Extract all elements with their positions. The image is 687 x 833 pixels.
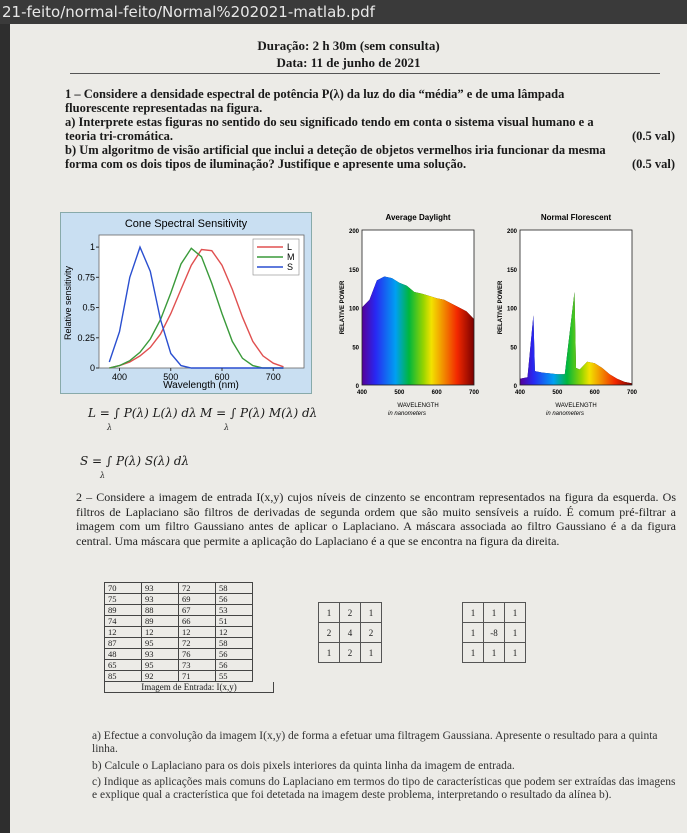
fluorescent-ytick-label: 0 xyxy=(513,384,517,390)
fluorescent-spectrum xyxy=(486,208,646,433)
image-pixel-row xyxy=(105,638,253,649)
formula-L: L = ∫ P(λ) L(λ) dλ xyxy=(88,406,197,420)
cone-ytick-label: 0.5 xyxy=(82,302,95,313)
daylight-xlabel: WAVELENGTH xyxy=(397,403,439,409)
q1a-line2: teoria tri-cromática. xyxy=(65,129,174,143)
header-rule xyxy=(70,73,660,74)
laplacian-mask xyxy=(462,602,526,663)
image-pixel-cell: 89 xyxy=(105,605,142,616)
cone-legend-label-L: L xyxy=(287,242,293,252)
laplace-coef-cell: 1 xyxy=(505,623,526,643)
image-pixel-cell: 71 xyxy=(179,671,216,682)
gauss-coef-cell: 1 xyxy=(319,603,340,623)
image-pixel-cell: 12 xyxy=(142,627,179,638)
fluorescent-xtick-label: 600 xyxy=(589,390,600,396)
image-pixel-cell: 93 xyxy=(142,583,179,594)
image-pixel-cell: 66 xyxy=(179,616,216,627)
image-pixel-cell: 67 xyxy=(179,605,216,616)
input-image-table xyxy=(104,582,274,693)
cone-legend-label-S: S xyxy=(287,262,294,272)
fluorescent-ylabel: RELATIVE POWER xyxy=(498,280,504,335)
fluorescent-ytick-label: 50 xyxy=(510,345,517,352)
laplace-coef-cell: -8 xyxy=(484,623,505,643)
cone-ytick-label: 0 xyxy=(89,363,95,373)
input-image-caption: Imagem de Entrada: I(x,y) xyxy=(104,682,274,693)
image-pixel-cell: 53 xyxy=(216,605,253,616)
image-pixel-cell: 93 xyxy=(142,594,179,605)
gauss-coef-cell: 4 xyxy=(340,623,361,643)
laplace-coef-row xyxy=(463,623,526,643)
fluorescent-xlabel: WAVELENGTH xyxy=(555,403,597,409)
laplace-coef-cell: 1 xyxy=(463,623,484,643)
image-pixel-cell: 74 xyxy=(105,616,142,627)
image-pixel-cell: 76 xyxy=(179,649,216,660)
exam-date: Data: 11 de junho de 2021 xyxy=(276,55,421,70)
daylight-xtick-label: 400 xyxy=(356,390,368,396)
fluorescent-xtick-label: 500 xyxy=(552,390,563,396)
cone-xtick-label: 400 xyxy=(111,372,128,382)
window-title: 21-feito/normal-feito/Normal%202021-matlab.pdf xyxy=(0,0,687,24)
gauss-coef-cell: 1 xyxy=(319,643,340,663)
gauss-coef-cell: 1 xyxy=(361,603,382,623)
image-pixel-row xyxy=(105,649,253,660)
laplace-coef-cell: 1 xyxy=(484,603,505,623)
gauss-coef-row xyxy=(319,623,382,643)
laplacian-mask-grid xyxy=(462,602,526,663)
cone-ytick-label: 0.25 xyxy=(77,332,95,343)
image-pixel-cell: 56 xyxy=(216,649,253,660)
image-pixel-cell: 51 xyxy=(216,616,253,627)
image-pixel-cell: 87 xyxy=(105,638,142,649)
fluorescent-title: Normal Florescent xyxy=(540,213,612,222)
subquestion-a: a) Efectue a convolução da imagem I(x,y) de forma a efetuar uma filtragem Gaussiana. Apresente o resultado para a quinta linha. xyxy=(92,730,658,755)
q1a-line1: a) Interprete estas figuras no sentido do seu significado tendo em conta o sistema visual humano e a xyxy=(65,115,594,129)
question-2: 2 – Considere a imagem de entrada I(x,y) cujos níveis de cinzento se encontram representados na figura da esquerda. Os filtros de Laplaciano são filtros de derivadas de segunda ordem que são muito sensíveis a ruído. É comum pré-filtrar a imagem com um filtro Gaussiano antes de aplicar o Laplaciano. A máscara associada ao filtro Gaussiano é a da figura central. Uma máscara que permite a aplicação do Laplaciano é a que se encontra na figura da direita. xyxy=(76,490,676,548)
image-pixel-row xyxy=(105,660,253,671)
image-pixel-cell: 93 xyxy=(142,649,179,660)
daylight-title: Average Daylight xyxy=(385,213,451,222)
laplace-coef-cell: 1 xyxy=(463,603,484,623)
image-pixel-cell: 12 xyxy=(216,627,253,638)
daylight-xtick-label: 700 xyxy=(468,390,480,396)
image-pixel-row xyxy=(105,594,253,605)
q1-statement-line1: 1 – Considere a densidade espectral de potência P(λ) da luz do dia “média” e de uma lâmpada xyxy=(65,87,565,101)
laplace-coef-row xyxy=(463,643,526,663)
pdf-page xyxy=(10,24,687,833)
formula-L-limit: λ xyxy=(107,423,113,432)
gauss-coef-cell: 2 xyxy=(340,643,361,663)
image-pixel-cell: 70 xyxy=(105,583,142,594)
gaussian-mask xyxy=(318,602,382,663)
image-pixel-row xyxy=(105,627,253,638)
image-pixel-row xyxy=(105,616,253,627)
image-pixel-cell: 89 xyxy=(142,616,179,627)
image-pixel-row xyxy=(105,605,253,616)
gauss-coef-cell: 2 xyxy=(319,623,340,643)
image-pixel-cell: 92 xyxy=(142,671,179,682)
q1b-value: (0.5 val) xyxy=(631,157,675,171)
image-pixel-cell: 75 xyxy=(105,594,142,605)
gauss-coef-cell: 2 xyxy=(361,623,382,643)
daylight-spectrum-svg xyxy=(328,208,488,433)
fluorescent-xtick-label: 700 xyxy=(626,390,638,396)
image-pixel-cell: 48 xyxy=(105,649,142,660)
cone-legend-label-M: M xyxy=(287,252,295,262)
daylight-xsub: in nanometers xyxy=(388,411,427,417)
gauss-coef-row xyxy=(319,603,382,623)
image-pixel-cell: 12 xyxy=(105,627,142,638)
cone-xtick-label: 500 xyxy=(163,372,179,382)
laplace-coef-cell: 1 xyxy=(463,643,484,663)
image-pixel-cell: 95 xyxy=(142,660,179,671)
cone-ytick-label: 1 xyxy=(89,242,95,253)
image-pixel-cell: 72 xyxy=(179,583,216,594)
q1b-line1: b) Um algoritmo de visão artificial que inclui a deteção de objetos vermelhos iria funcionar da mesma xyxy=(65,143,606,157)
fluorescent-ytick-label: 200 xyxy=(506,229,517,235)
image-pixel-cell: 58 xyxy=(216,583,253,594)
image-pixel-cell: 58 xyxy=(216,638,253,649)
cone-sensitivity-svg xyxy=(61,213,311,393)
image-pixel-row xyxy=(105,671,253,682)
q1a-value: (0.5 val) xyxy=(631,129,675,143)
fluorescent-spectrum-svg xyxy=(486,208,646,433)
image-pixel-cell: 85 xyxy=(105,671,142,682)
image-pixel-cell: 95 xyxy=(142,638,179,649)
image-pixel-cell: 55 xyxy=(216,671,253,682)
image-pixel-cell: 56 xyxy=(216,660,253,671)
laplace-coef-cell: 1 xyxy=(484,643,505,663)
subquestion-c: c) Indique as aplicações mais comuns do Laplaciano em termos do tipo de características que podem ser extraídas das imagens e explique qual a cracterística que foi detetada na imagem deste problema, interpretando o resultado da alínea b). xyxy=(92,776,676,801)
gauss-coef-row xyxy=(319,643,382,663)
subquestion-b: b) Calcule o Laplaciano para os dois pixels interiores da quinta linha da imagem de entrada. xyxy=(92,760,515,772)
fluorescent-ytick-label: 100 xyxy=(506,306,517,313)
daylight-ytick-label: 200 xyxy=(348,229,359,235)
formula-M-limit: λ xyxy=(224,423,230,432)
laplace-coef-row xyxy=(463,603,526,623)
input-image-grid xyxy=(104,582,253,682)
image-pixel-cell: 12 xyxy=(179,627,216,638)
q1-statement-line2: fluorescente representadas na figura. xyxy=(65,101,263,115)
cone-chart-title: Cone Spectral Sensitivity xyxy=(124,218,248,230)
cone-xtick-label: 600 xyxy=(214,372,230,382)
daylight-ylabel: RELATIVE POWER xyxy=(340,280,346,335)
cone-ytick-label: 0.75 xyxy=(77,272,95,283)
cone-xtick-label: 700 xyxy=(265,372,281,382)
fluorescent-xtick-label: 400 xyxy=(514,390,526,396)
formula-S-limit: λ xyxy=(100,471,106,480)
cone-xlabel: Wavelength (nm) xyxy=(163,380,239,391)
image-pixel-cell: 72 xyxy=(179,638,216,649)
daylight-ytick-label: 100 xyxy=(348,306,359,313)
daylight-xtick-label: 500 xyxy=(394,390,405,396)
laplace-coef-cell: 1 xyxy=(505,603,526,623)
daylight-ytick-label: 50 xyxy=(352,345,359,352)
cone-sensitivity-chart xyxy=(60,212,312,394)
image-pixel-cell: 88 xyxy=(142,605,179,616)
cone-ylabel: Relative sensitivity xyxy=(63,265,73,341)
daylight-ytick-label: 0 xyxy=(355,384,359,390)
formula-M: M = ∫ P(λ) M(λ) dλ xyxy=(200,406,318,420)
daylight-xtick-label: 600 xyxy=(431,390,442,396)
gauss-coef-cell: 1 xyxy=(361,643,382,663)
q1b-line2: forma com os dois tipos de iluminação? Justifique e apresente uma solução. xyxy=(65,157,467,171)
fluorescent-ytick-label: 150 xyxy=(506,267,517,274)
image-pixel-cell: 65 xyxy=(105,660,142,671)
image-pixel-cell: 73 xyxy=(179,660,216,671)
gauss-coef-cell: 2 xyxy=(340,603,361,623)
image-pixel-row xyxy=(105,583,253,594)
question-1 xyxy=(65,87,675,171)
image-pixel-cell: 56 xyxy=(216,594,253,605)
daylight-spectrum xyxy=(328,208,488,433)
fluorescent-xsub: in nanometers xyxy=(546,411,585,417)
fluorescent-above-curve xyxy=(520,230,632,383)
image-pixel-cell: 69 xyxy=(179,594,216,605)
exam-duration: Duração: 2 h 30m (sem consulta) xyxy=(257,38,440,53)
gaussian-mask-grid xyxy=(318,602,382,663)
daylight-ytick-label: 150 xyxy=(348,267,359,274)
laplace-coef-cell: 1 xyxy=(505,643,526,663)
formula-S: S = ∫ P(λ) S(λ) dλ xyxy=(80,454,190,468)
